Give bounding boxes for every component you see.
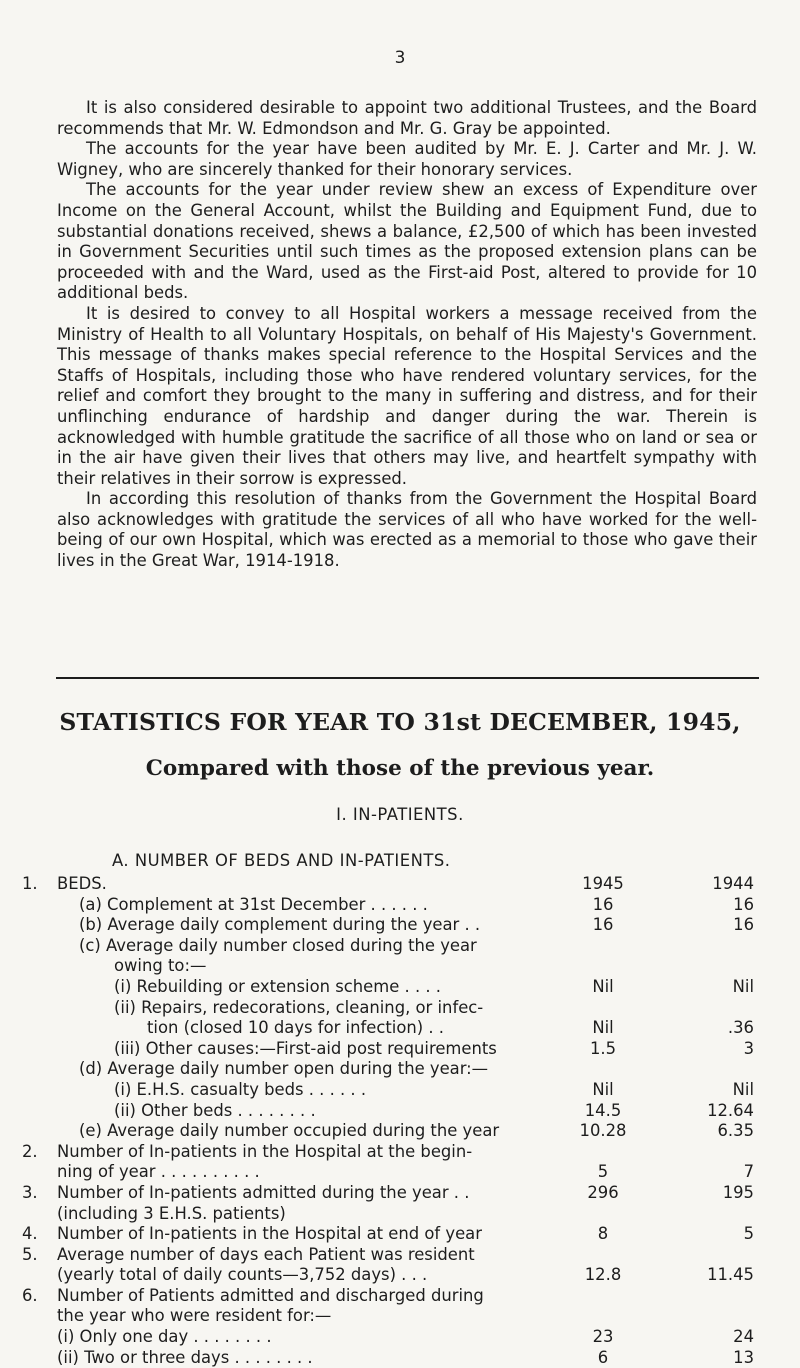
- value-1945: Nil: [592, 976, 614, 996]
- statistics-title: STATISTICS FOR YEAR TO 31st DECEMBER, 1945,: [59, 708, 741, 736]
- value-1945: 12.8: [584, 1265, 622, 1285]
- value-1945: 296: [587, 1182, 619, 1202]
- value-1944: 7: [743, 1162, 754, 1182]
- row-label: Number of In-patients in the Hospital at the begin-: [57, 1141, 473, 1161]
- stats-row: [0, 895, 800, 916]
- paragraph-trustees: It is also considered desirable to appoint two additional Trustees, and the Board recommends that Mr. W. Edmondson and Mr. G. Gray be appointed.: [57, 98, 757, 138]
- value-1945: 16: [592, 915, 614, 935]
- paragraph-audit: The accounts for the year have been audited by Mr. E. J. Carter and Mr. J. W. Wigney, who are sincerely thanked for their honorary services.: [57, 139, 757, 179]
- value-1944: 16: [733, 894, 754, 914]
- value-1945: 8: [597, 1224, 609, 1244]
- value-1945: 5: [597, 1162, 609, 1182]
- stats-row: [0, 1018, 800, 1039]
- stats-row: [0, 1059, 800, 1080]
- row-number: 3.: [22, 1182, 38, 1202]
- stats-row: [0, 1101, 800, 1122]
- section-divider: [56, 677, 759, 679]
- value-1945: 6: [597, 1347, 609, 1367]
- value-1944: 3: [743, 1038, 754, 1058]
- row-label: (i) E.H.S. casualty beds . . . . . .: [114, 1079, 367, 1099]
- row-label: (d) Average daily number open during the year:—: [79, 1059, 489, 1079]
- row-label: owing to:—: [114, 956, 207, 976]
- row-label: (yearly total of daily counts—3,752 days) . . .: [57, 1265, 428, 1285]
- value-1944: .36: [727, 1018, 754, 1038]
- row-label: Number of In-patients admitted during the year . .: [57, 1182, 470, 1202]
- row-label: (ii) Repairs, redecorations, cleaning, or infec-: [114, 997, 484, 1017]
- value-1945: 1.5: [589, 1038, 617, 1058]
- value-1944: 13: [733, 1347, 754, 1367]
- value-1944: Nil: [732, 1079, 754, 1099]
- value-1944: 5: [743, 1224, 754, 1244]
- row-label: (ii) Two or three days . . . . . . . .: [57, 1347, 313, 1367]
- value-1944: 1944: [712, 874, 754, 893]
- row-number: 1.: [22, 874, 38, 893]
- row-label: (including 3 E.H.S. patients): [57, 1203, 286, 1223]
- stats-row: [0, 1286, 800, 1307]
- row-number: 4.: [22, 1224, 38, 1244]
- stats-row: [0, 1348, 800, 1368]
- row-label: Number of Patients admitted and discharged during: [57, 1285, 484, 1305]
- row-label: (c) Average daily number closed during the year: [79, 935, 477, 955]
- stats-row: [0, 1039, 800, 1060]
- row-label: (ii) Other beds . . . . . . . .: [114, 1100, 316, 1120]
- row-label: (e) Average daily number occupied during the year: [79, 1121, 500, 1141]
- page-number: 3: [394, 48, 406, 68]
- stats-row: [0, 1142, 800, 1163]
- row-number: 2.: [22, 1141, 38, 1161]
- row-label: (iii) Other causes:—First-aid post requirements: [114, 1038, 497, 1058]
- row-number: 6.: [22, 1285, 38, 1305]
- value-1945: Nil: [592, 1018, 614, 1038]
- stats-row: [0, 998, 800, 1019]
- body-text: [57, 98, 757, 572]
- row-number: 5.: [22, 1244, 38, 1264]
- stats-row: [0, 874, 800, 895]
- section-heading: I. IN-PATIENTS.: [336, 805, 464, 824]
- value-1945: 1945: [582, 874, 624, 893]
- row-label: ning of year . . . . . . . . . .: [57, 1162, 260, 1182]
- row-label: Number of In-patients in the Hospital at end of year: [57, 1224, 482, 1244]
- value-1944: 24: [733, 1327, 754, 1347]
- stats-row: [0, 1183, 800, 1204]
- row-label: BEDS.: [57, 874, 107, 893]
- stats-row: [0, 977, 800, 998]
- stats-row: [0, 1265, 800, 1286]
- paragraph-ministry-message: It is desired to convey to all Hospital workers a message received from the Ministry of Health to all Voluntary Hospitals, on behalf of His Majesty's Government. This message of thanks makes special reference to the Hospital Services and the Staffs of Hospitals, including those who have rendered voluntary services, for the relief and comfort they brought to the many in suffering and distress, and for their unflinching endurance of hardship and danger during the war. Therein is acknowledged with humble gratitude the sacrifice of all those who on land or sea or in the air have given their lives that others may live, and heartfelt sympathy with their relatives in their sorrow is expressed.: [57, 303, 757, 488]
- value-1944: Nil: [732, 976, 754, 996]
- stats-row: [0, 1080, 800, 1101]
- value-1944: 6.35: [717, 1121, 754, 1141]
- stats-row: [0, 1121, 800, 1142]
- row-label: (b) Average daily complement during the year . .: [79, 915, 481, 935]
- value-1944: 11.45: [707, 1265, 754, 1285]
- row-label: (i) Only one day . . . . . . . .: [57, 1327, 272, 1347]
- value-1944: 195: [722, 1182, 754, 1202]
- value-1945: 23: [592, 1327, 614, 1347]
- stats-row: [0, 1327, 800, 1348]
- value-1945: Nil: [592, 1079, 614, 1099]
- row-label: (a) Complement at 31st December . . . . . .: [79, 894, 428, 914]
- value-1944: 12.64: [707, 1100, 754, 1120]
- value-1945: 10.28: [579, 1121, 627, 1141]
- stats-row: [0, 1245, 800, 1266]
- stats-row: [0, 1162, 800, 1183]
- value-1945: 16: [592, 894, 614, 914]
- paragraph-accounts: The accounts for the year under review shew an excess of Expenditure over Income on the General Account, whilst the Building and Equipment Fund, due to substantial donations received, shews a balance, £2,500 of which has been invested in Government Securities until such times as the proposed extension plans can be proceeded with and the Ward, used as the First-aid Post, altered to provide for 10 additional beds.: [57, 180, 757, 303]
- statistics-subtitle: Compared with those of the previous year.: [145, 756, 655, 781]
- stats-row: [0, 915, 800, 936]
- value-1944: 16: [733, 915, 754, 935]
- subsection-heading: A. NUMBER OF BEDS AND IN-PATIENTS.: [112, 851, 451, 870]
- row-label: (i) Rebuilding or extension scheme . . . .: [114, 976, 441, 996]
- stats-row: [0, 1204, 800, 1225]
- stats-row: [0, 956, 800, 977]
- paragraph-resolution: In according this resolution of thanks from the Government the Hospital Board also acknowledges with gratitude the services of all who have worked for the well-being of our own Hospital, which was erected as a memorial to those who gave their lives in the Great War, 1914-1918.: [57, 489, 757, 571]
- row-label: the year who were resident for:—: [57, 1306, 332, 1326]
- stats-row: [0, 936, 800, 957]
- row-label: tion (closed 10 days for infection) . .: [147, 1018, 444, 1038]
- value-1945: 14.5: [584, 1100, 622, 1120]
- stats-row: [0, 1224, 800, 1245]
- statistics-table: [0, 874, 800, 1368]
- stats-row: [0, 1306, 800, 1327]
- row-label: Average number of days each Patient was resident: [57, 1244, 475, 1264]
